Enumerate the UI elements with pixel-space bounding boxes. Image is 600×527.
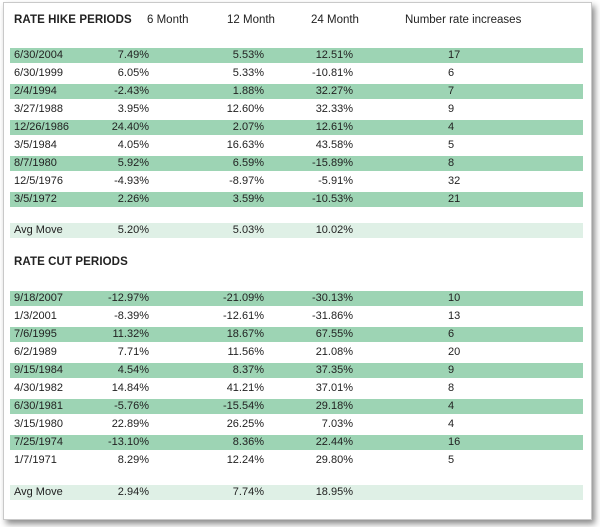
six-month-cell: -8.39%	[114, 310, 149, 322]
twelve-month-cell: 7.74%	[232, 486, 264, 498]
six-month-cell: -4.93%	[114, 175, 149, 187]
count-cell: 5	[448, 139, 455, 151]
twentyfour-month-cell: 12.61%	[315, 121, 353, 133]
twelve-month-cell: -15.54%	[223, 400, 264, 412]
count-cell: 4	[448, 418, 455, 430]
date-cell: 6/30/2004	[14, 49, 63, 61]
twentyfour-month-cell: 32.27%	[315, 85, 353, 97]
six-month-cell: 8.29%	[117, 454, 149, 466]
count-cell: 17	[448, 49, 461, 61]
twelve-month-cell: 8.36%	[232, 436, 264, 448]
col-6-month: 6 Month	[147, 14, 189, 26]
twelve-month-cell: 5.03%	[232, 224, 264, 236]
twentyfour-month-cell: 67.55%	[315, 328, 353, 340]
table-row	[10, 192, 583, 207]
six-month-cell: 7.49%	[117, 49, 149, 61]
twelve-month-cell: 12.24%	[226, 454, 264, 466]
twentyfour-month-cell: 12.51%	[315, 49, 353, 61]
table-row	[10, 291, 583, 306]
six-month-cell: 4.54%	[117, 364, 149, 376]
date-cell: 1/3/2001	[14, 310, 57, 322]
table-row	[10, 84, 583, 99]
date-cell: 1/7/1971	[14, 454, 57, 466]
table-row	[10, 381, 583, 396]
twelve-month-cell: 41.21%	[226, 382, 264, 394]
table-row	[10, 120, 583, 135]
table-row	[10, 309, 583, 324]
twelve-month-cell: -21.09%	[223, 292, 264, 304]
twelve-month-cell: 16.63%	[226, 139, 264, 151]
six-month-cell: 6.05%	[117, 67, 149, 79]
twentyfour-month-cell: 37.35%	[315, 364, 353, 376]
avg-label: Avg Move	[14, 486, 63, 498]
count-cell: 32	[448, 175, 461, 187]
count-cell: 21	[448, 193, 461, 205]
table-row	[10, 66, 583, 81]
count-cell: 9	[448, 364, 455, 376]
six-month-cell: -5.76%	[114, 400, 149, 412]
count-cell: 7	[448, 85, 455, 97]
twentyfour-month-cell: -5.91%	[318, 175, 353, 187]
count-cell: 20	[448, 346, 461, 358]
six-month-cell: -13.10%	[108, 436, 149, 448]
table-row	[10, 174, 583, 189]
twelve-month-cell: 6.59%	[232, 157, 264, 169]
count-cell: 16	[448, 436, 461, 448]
rate-periods-table	[3, 2, 592, 520]
twentyfour-month-cell: 29.80%	[315, 454, 353, 466]
twentyfour-month-cell: -15.89%	[312, 157, 353, 169]
hike-title: RATE HIKE PERIODS	[14, 14, 132, 26]
twentyfour-month-cell: 7.03%	[321, 418, 353, 430]
twentyfour-month-cell: 29.18%	[315, 400, 353, 412]
table-row	[10, 102, 583, 117]
count-cell: 8	[448, 157, 455, 169]
col-number-rate-increases: Number rate increases	[405, 14, 522, 26]
count-cell: 8	[448, 382, 455, 394]
twelve-month-cell: 1.88%	[232, 85, 264, 97]
count-cell: 6	[448, 67, 455, 79]
date-cell: 12/5/1976	[14, 175, 63, 187]
table-row	[10, 417, 583, 432]
cut-header	[4, 254, 591, 272]
twentyfour-month-cell: 37.01%	[315, 382, 353, 394]
count-cell: 9	[448, 103, 455, 115]
six-month-cell: 22.89%	[111, 418, 149, 430]
count-cell: 13	[448, 310, 461, 322]
twelve-month-cell: 5.33%	[232, 67, 264, 79]
six-month-cell: 24.40%	[111, 121, 149, 133]
twelve-month-cell: -8.97%	[229, 175, 264, 187]
count-cell: 4	[448, 121, 455, 133]
table-row	[10, 345, 583, 360]
twentyfour-month-cell: -31.86%	[312, 310, 353, 322]
twelve-month-cell: 11.56%	[227, 346, 264, 358]
six-month-cell: -12.97%	[108, 292, 149, 304]
date-cell: 3/15/1980	[14, 418, 63, 430]
date-cell: 4/30/1982	[14, 382, 63, 394]
twelve-month-cell: 26.25%	[226, 418, 264, 430]
table-row	[10, 327, 583, 342]
six-month-cell: 14.84%	[111, 382, 149, 394]
count-cell: 5	[448, 454, 455, 466]
twelve-month-cell: 3.59%	[232, 193, 264, 205]
date-cell: 2/4/1994	[14, 85, 57, 97]
twentyfour-month-cell: 18.95%	[315, 486, 353, 498]
date-cell: 6/2/1989	[14, 346, 57, 358]
date-cell: 7/6/1995	[14, 328, 57, 340]
six-month-cell: 2.94%	[117, 486, 149, 498]
six-month-cell: 5.20%	[117, 224, 149, 236]
date-cell: 7/25/1974	[14, 436, 63, 448]
table-row	[10, 363, 583, 378]
date-cell: 3/5/1984	[14, 139, 57, 151]
six-month-cell: 2.26%	[117, 193, 149, 205]
twentyfour-month-cell: 32.33%	[315, 103, 353, 115]
twentyfour-month-cell: 21.08%	[315, 346, 353, 358]
date-cell: 3/5/1972	[14, 193, 57, 205]
six-month-cell: 4.05%	[117, 139, 149, 151]
twelve-month-cell: 18.67%	[226, 328, 264, 340]
twelve-month-cell: 5.53%	[232, 49, 264, 61]
table-row	[10, 156, 583, 171]
table-row	[10, 399, 583, 414]
count-cell: 4	[448, 400, 455, 412]
table-row	[10, 48, 583, 63]
table-row	[10, 453, 583, 468]
date-cell: 6/30/1999	[14, 67, 63, 79]
twentyfour-month-cell: -10.53%	[312, 193, 353, 205]
hike-avg-row	[10, 223, 583, 238]
six-month-cell: 7.71%	[117, 346, 149, 358]
table-row	[10, 138, 583, 153]
twentyfour-month-cell: 43.58%	[315, 139, 353, 151]
col-12-month: 12 Month	[227, 14, 275, 26]
count-cell: 10	[448, 292, 461, 304]
hike-header	[4, 12, 591, 30]
twentyfour-month-cell: 22.44%	[315, 436, 353, 448]
date-cell: 12/26/1986	[14, 121, 70, 133]
count-cell: 6	[448, 328, 455, 340]
six-month-cell: -2.43%	[114, 85, 149, 97]
twelve-month-cell: 8.37%	[232, 364, 264, 376]
six-month-cell: 3.95%	[117, 103, 149, 115]
cut-avg-row	[10, 485, 583, 500]
six-month-cell: 11.32%	[112, 328, 149, 340]
date-cell: 8/7/1980	[14, 157, 57, 169]
twentyfour-month-cell: -30.13%	[312, 292, 353, 304]
twelve-month-cell: 12.60%	[226, 103, 264, 115]
col-24-month: 24 Month	[311, 14, 359, 26]
twelve-month-cell: -12.61%	[223, 310, 264, 322]
date-cell: 6/30/1981	[14, 400, 63, 412]
date-cell: 3/27/1988	[14, 103, 63, 115]
date-cell: 9/15/1984	[14, 364, 63, 376]
twentyfour-month-cell: 10.02%	[315, 224, 353, 236]
date-cell: 9/18/2007	[14, 292, 63, 304]
cut-title: RATE CUT PERIODS	[14, 256, 128, 268]
twentyfour-month-cell: -10.81%	[312, 67, 353, 79]
twelve-month-cell: 2.07%	[232, 121, 264, 133]
table-row	[10, 435, 583, 450]
avg-label: Avg Move	[14, 224, 63, 236]
six-month-cell: 5.92%	[117, 157, 149, 169]
